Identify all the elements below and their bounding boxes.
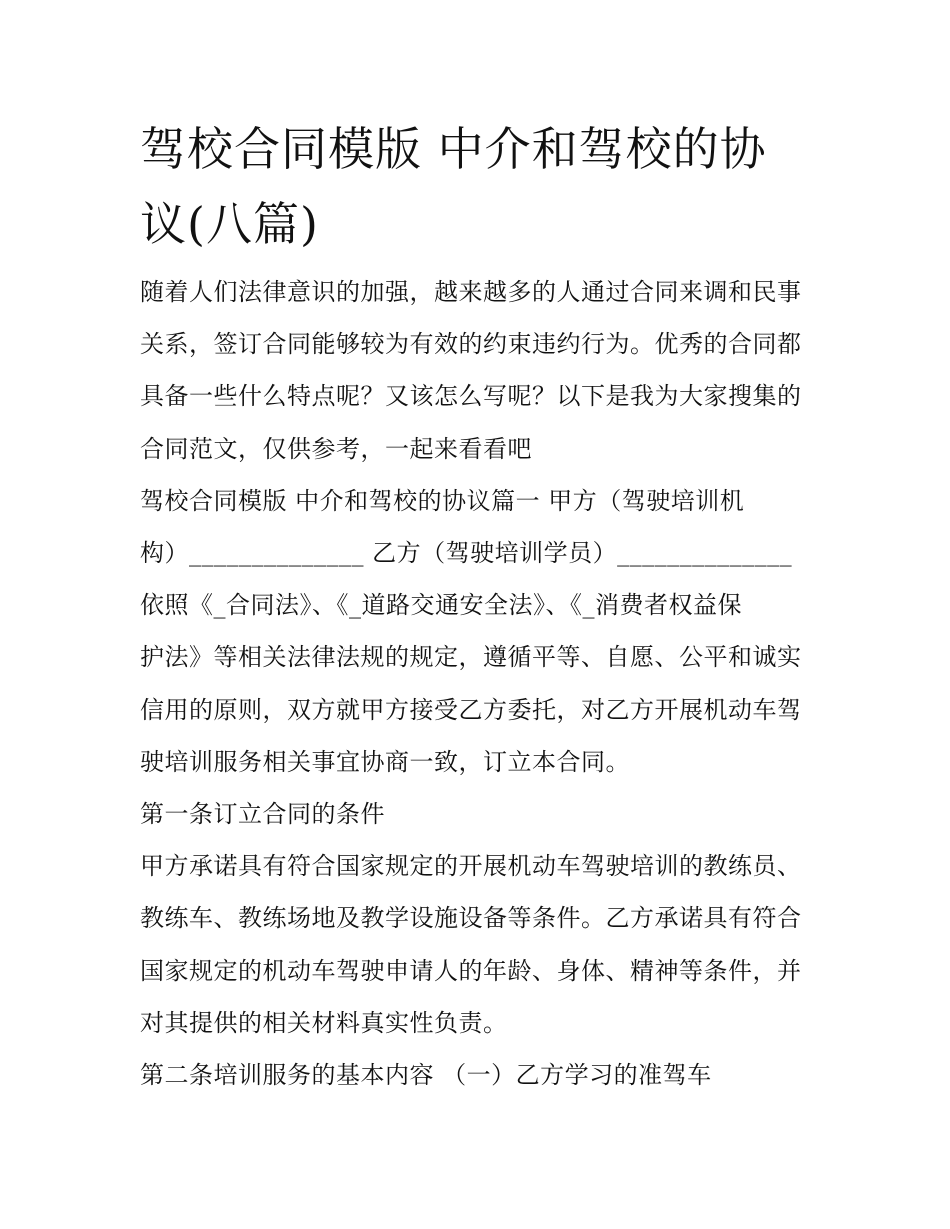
document-content (140, 112, 816, 1101)
intro-paragraph: 随着人们法律意识的加强，越来越多的人通过合同来调和民事 关系，签订合同能够较为有效的约束违约行为。优秀的合同都 具备一些什么特点呢？又该怎么写呢？以下是我为大家搜集的 合同范文，仅供参考，一起来看看吧 (140, 278, 802, 463)
title-line-1: 驾校合同模版 中介和驾校的协 (140, 122, 767, 176)
section-heading-parties: 驾校合同模版 中介和驾校的协议篇一 甲方（驾驶培训机 构）______________ 乙方（驾驶培训学员）______________ (140, 486, 793, 568)
document-title (140, 112, 816, 262)
title-line-2: 议(八篇) (140, 197, 319, 251)
article-1-heading: 第一条订立合同的条件 (140, 800, 385, 829)
article-1-body: 甲方承诺具有符合国家规定的开展机动车驾驶培训的教练员、 教练车、教练场地及教学设施设备等条件。乙方承诺具有符合 国家规定的机动车驾驶申请人的年龄、身体、精神等条件，并 对其提供的相关材料真实性负责。 (140, 852, 802, 1037)
legal-basis-paragraph: 依照《_合同法》、《_道路交通安全法》、《_消费者权益保 护法》等相关法律法规的规定，遵循平等、自愿、公平和诚实 信用的原则，双方就甲方接受乙方委托，对乙方开展机动车驾 驶培训服务相关事宜协商一致，订立本合同。 (140, 591, 802, 776)
article-2-heading: 第二条培训服务的基本内容 （一）乙方学习的准驾车 (140, 1061, 712, 1090)
